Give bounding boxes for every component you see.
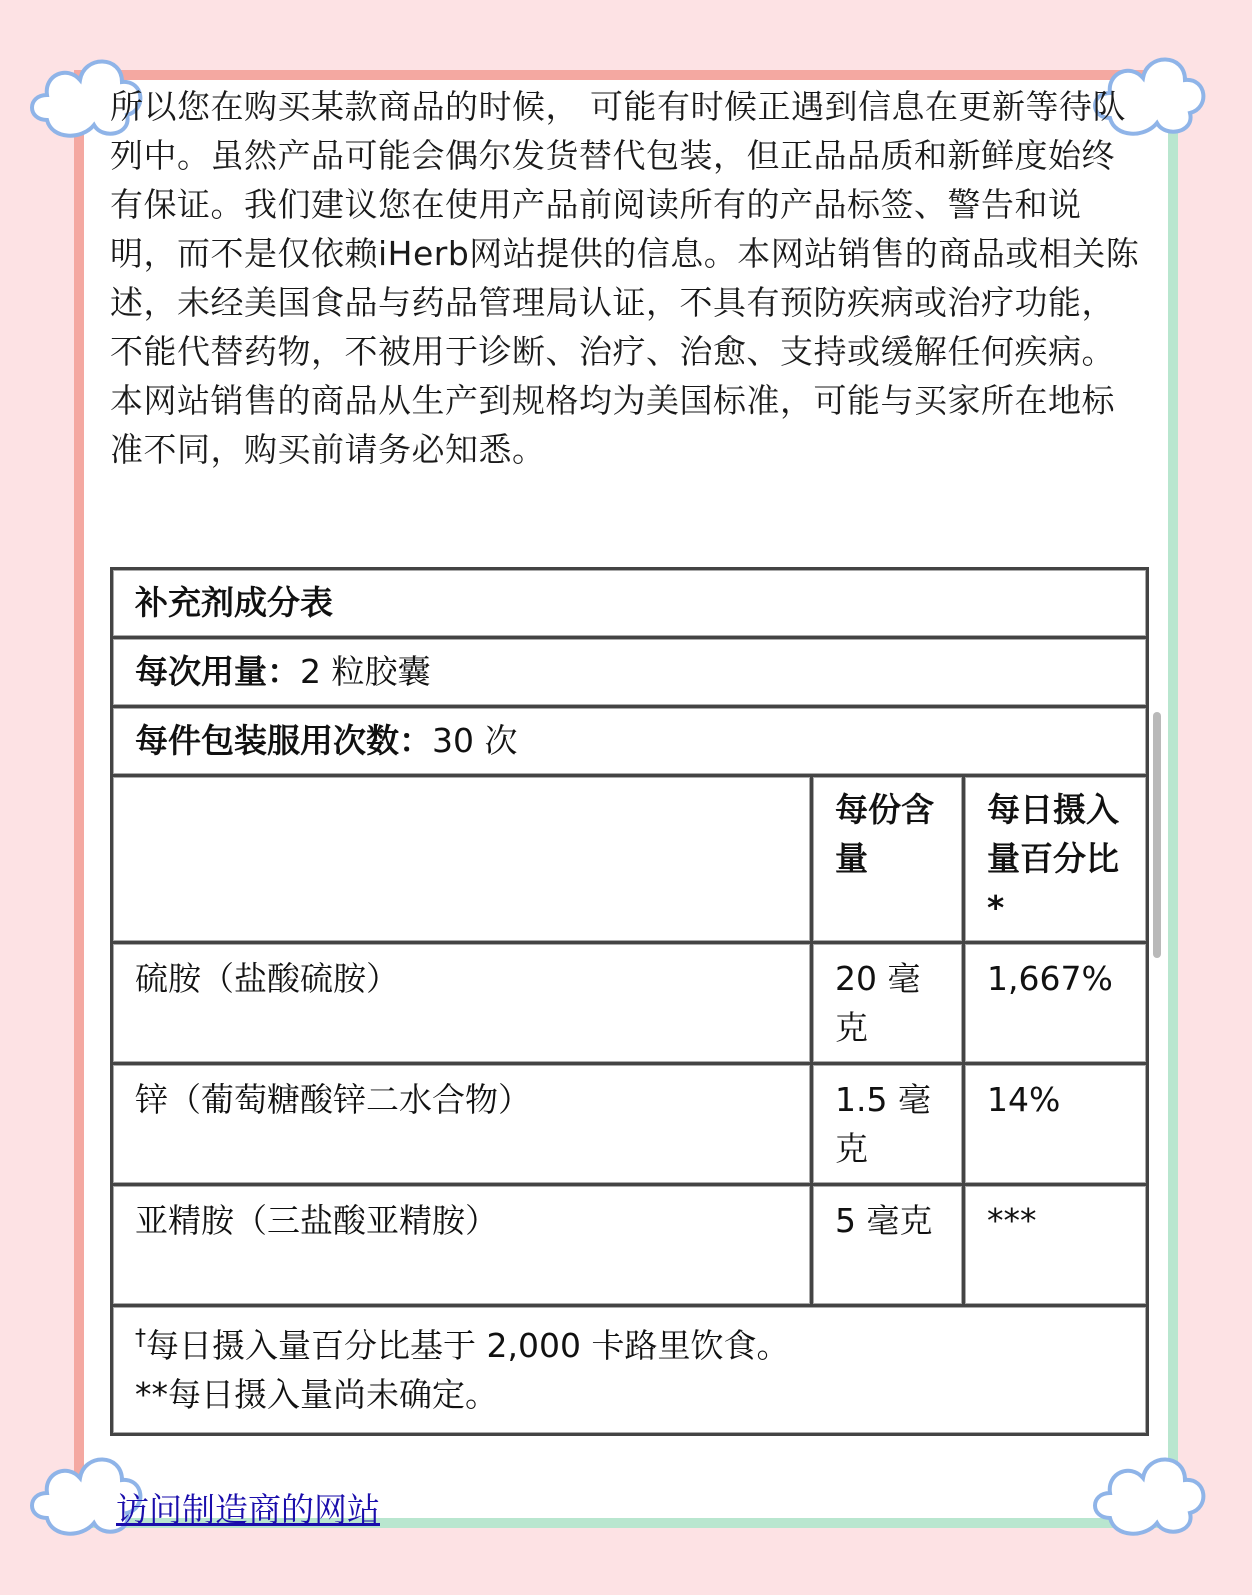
ingredient-name: 硫胺（盐酸硫胺） — [112, 943, 812, 1064]
table-row — [112, 1064, 1148, 1185]
ingredient-daily-value: 1,667% — [964, 943, 1148, 1064]
footnote-mark: † — [135, 1326, 146, 1351]
ingredient-amount: 20 毫克 — [812, 943, 964, 1064]
cloud-icon — [1085, 1438, 1215, 1548]
column-header-amount: 每份含量 — [812, 776, 964, 943]
serving-size-value: 2 粒胶囊 — [300, 652, 431, 691]
ingredient-daily-value: *** — [964, 1185, 1148, 1306]
column-header-row — [112, 776, 1148, 943]
ingredient-name: 亚精胺（三盐酸亚精胺） — [112, 1185, 812, 1306]
table-title: 补充剂成分表 — [112, 569, 1148, 638]
column-header-daily-value: 每日摄入量百分比* — [964, 776, 1148, 943]
footnote-row — [112, 1306, 1148, 1435]
supplement-facts-table — [110, 567, 1149, 1436]
serving-size-label: 每次用量： — [135, 652, 300, 691]
column-header-blank — [112, 776, 812, 943]
footnote-not-established: **每日摄入量尚未确定。 — [135, 1375, 498, 1414]
ingredient-amount: 5 毫克 — [812, 1185, 964, 1306]
disclaimer-text: 所以您在购买某款商品的时候， 可能有时候正遇到信息在更新等待队列中。虽然产品可能会偶尔发货替代包装，但正品品质和新鲜度始终有保证。我们建议您在使用产品前阅读所有的产品标签、警告和说明，而不是仅依赖iHerb网站提供的信息。本网站销售的商品或相关陈述，未经美国食品与药品管理局认证，不具有预防疾病或治疗功能，不能代替药物，不被用于诊断、治疗、治愈、支持或缓解任何疾病。本网站销售的商品从生产到规格均为美国标准，可能与买家所在地标准不同，购买前请务必知悉。 — [110, 87, 1140, 469]
scrollbar-thumb[interactable] — [1153, 712, 1161, 958]
serving-size-row — [112, 638, 1148, 707]
servings-per-container-value: 30 次 — [432, 721, 518, 760]
manufacturer-website-link[interactable]: 访问制造商的网站 — [116, 1490, 380, 1529]
ingredient-name: 锌（葡萄糖酸锌二水合物） — [112, 1064, 812, 1185]
servings-per-container-label: 每件包装服用次数： — [135, 721, 432, 760]
ingredient-daily-value: 14% — [964, 1064, 1148, 1185]
footnote-cell — [112, 1306, 1148, 1435]
servings-per-container-cell — [112, 707, 1148, 776]
table-row — [112, 943, 1148, 1064]
table-row — [112, 1185, 1148, 1306]
footnote-daily-value — [135, 1321, 1124, 1370]
serving-size-cell — [112, 638, 1148, 707]
ingredient-amount: 1.5 毫克 — [812, 1064, 964, 1185]
footnote-daily-value-text: 每日摄入量百分比基于 2,000 卡路里饮食。 — [146, 1326, 790, 1365]
servings-per-container-row — [112, 707, 1148, 776]
table-title-row — [112, 569, 1148, 638]
